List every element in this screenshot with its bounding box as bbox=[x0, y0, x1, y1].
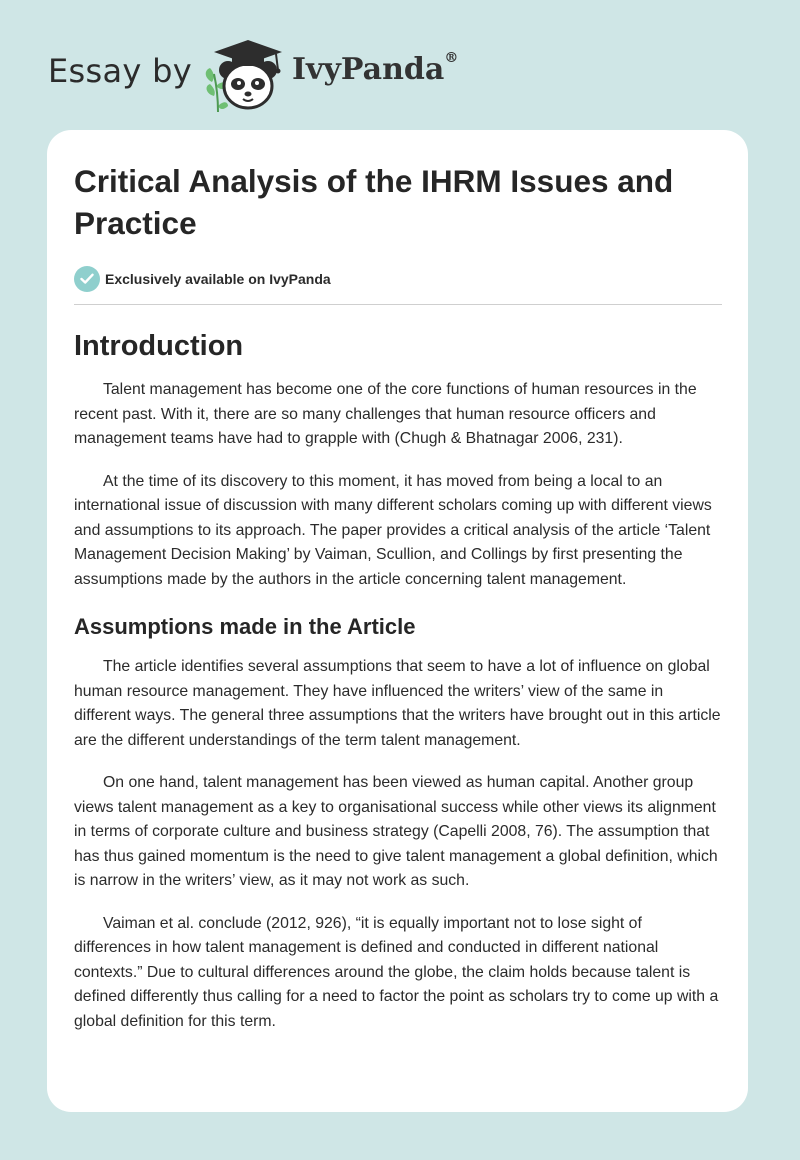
paragraph: The article identifies several assumptions that seem to have a lot of influence on global human resource management. They have influenced the writers’ view of the same in different ways. The general three assumptions that the writers have brought out in this article are the different understandings of the term talent management. bbox=[74, 658, 721, 749]
panda-logo-icon[interactable] bbox=[202, 36, 286, 114]
exclusive-badge bbox=[74, 266, 722, 292]
trademark-symbol: ® bbox=[444, 50, 459, 66]
section-heading-assumptions: Assumptions made in the Article bbox=[74, 614, 416, 639]
brand-name[interactable]: IvyPanda® bbox=[292, 50, 459, 87]
paragraph: At the time of its discovery to this moment, it has moved from being a local to an international issue of discussion with many different scholars coming up with different views and assumptions to its approach. The paper provides a critical analysis of the article ‘Talent Management Decision Making’ by Vaiman, Scullion, and Collings by first presenting the assumptions made by the authors in the article concerning talent management. bbox=[74, 472, 712, 588]
paragraph: Vaiman et al. conclude (2012, 926), “it is equally important not to lose sight of differences in how talent management is defined and conducted in different national contexts.” Due to cultural differences around the globe, the claim holds because talent is defined differently thus calling for a need to factor the point as scholars try to come up with a global definition for this term. bbox=[74, 914, 719, 1030]
title-divider bbox=[74, 304, 722, 305]
check-icon bbox=[74, 266, 100, 292]
article-title: Critical Analysis of the IHRM Issues and Practice bbox=[74, 163, 674, 241]
section-heading-introduction: Introduction bbox=[74, 330, 244, 362]
paragraph: Talent management has become one of the core functions of human resources in the recent past. With it, there are so many challenges that human resource officers and management teams have had to grapple with (Chugh & Bhatnagar 2006, 231). bbox=[74, 381, 697, 447]
essay-by-label: Essay by bbox=[48, 52, 192, 90]
paragraph: On one hand, talent management has been viewed as human capital. Another group views talent management as a key to organisational success while other views its alignment in terms of corporate culture and business strategy (Capelli 2008, 76). The assumption that has thus gained momentum is the need to give talent management a global definition, which is narrow in the writers’ view, as it may not work as such. bbox=[74, 774, 718, 889]
exclusive-label: Exclusively available on IvyPanda bbox=[105, 271, 331, 287]
article-card bbox=[47, 130, 748, 1112]
site-header bbox=[48, 30, 468, 114]
article-content bbox=[74, 160, 722, 1034]
